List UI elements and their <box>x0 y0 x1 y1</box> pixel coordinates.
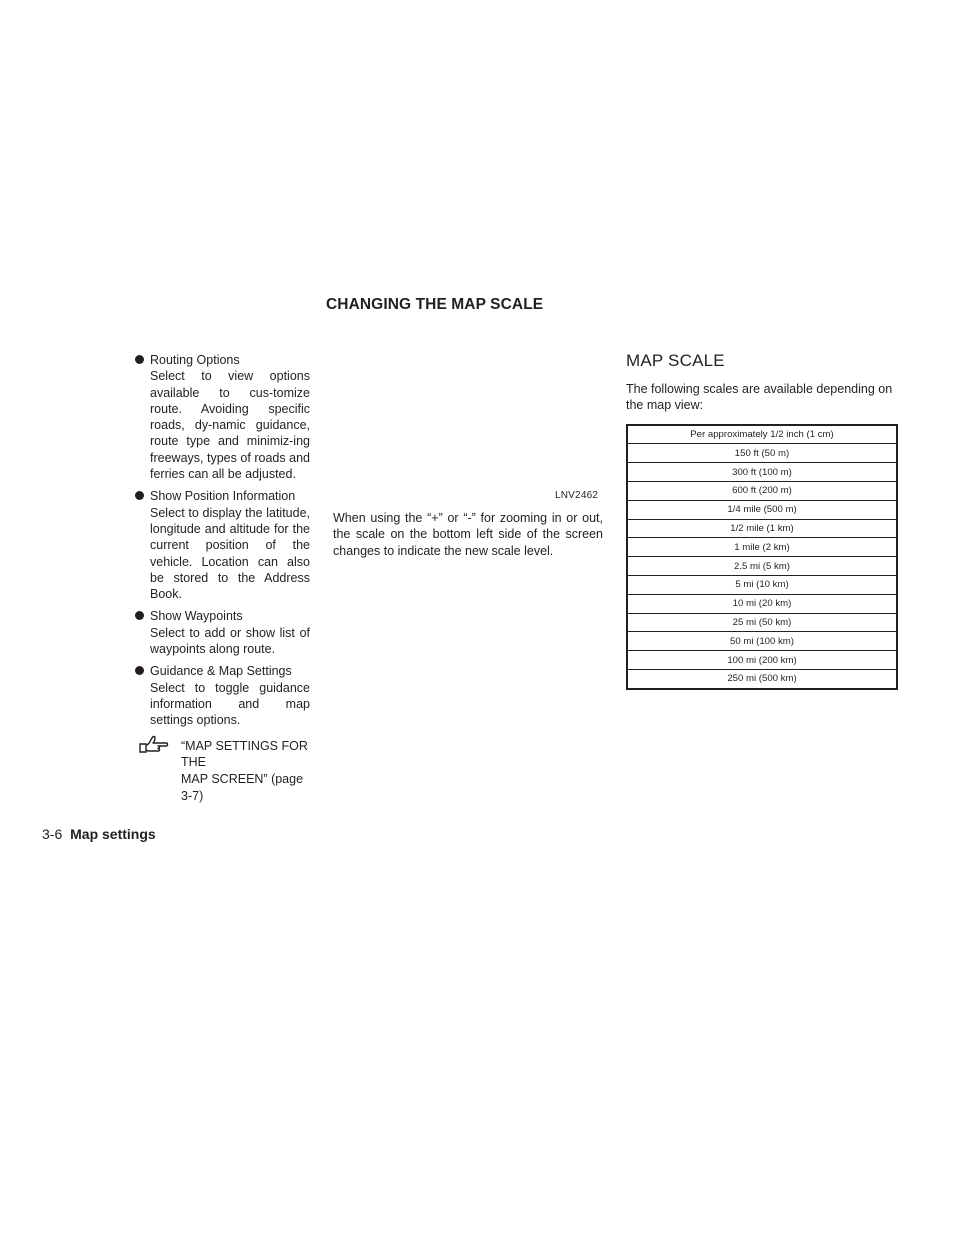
bullet-body: Select to toggle guidance information and map settings options. <box>150 680 310 728</box>
bullet-body: Select to add or show list of waypoints along route. <box>150 625 310 657</box>
bullet-icon <box>135 611 144 620</box>
right-column <box>626 351 898 690</box>
table-cell: 25 mi (50 km) <box>627 613 897 632</box>
table-cell: 1/4 mile (500 m) <box>627 500 897 519</box>
zoom-description: When using the “+” or “-” for zooming in or out, the scale on the bottom left side of the screen changes to indicate the new scale level. <box>333 511 603 558</box>
table-row <box>627 500 897 519</box>
pointing-hand-icon <box>138 732 170 754</box>
bullet-heading: Guidance & Map Settings <box>150 664 292 679</box>
bullet-body: Select to display the latitude, longitude and altitude for the current position of the vehicle. Location can also be stored to the Address Book. <box>150 505 310 602</box>
bullet-icon <box>135 666 144 675</box>
table-row <box>627 669 897 688</box>
table-cell: 1 mile (2 km) <box>627 538 897 557</box>
bullet-heading: Show Position Information <box>150 489 296 504</box>
bullet-heading: Routing Options <box>150 353 240 367</box>
bullet-heading: Show Waypoints <box>150 609 243 624</box>
table-cell: 600 ft (200 m) <box>627 481 897 500</box>
footer-section-name: Map settings <box>70 826 156 842</box>
section-title: CHANGING THE MAP SCALE <box>326 296 544 313</box>
reference-line-1: “MAP SETTINGS FOR THE <box>181 738 308 770</box>
table-header-row <box>627 425 897 444</box>
table-cell: 10 mi (20 km) <box>627 594 897 613</box>
table-row <box>627 613 897 632</box>
table-header-cell: Per approximately 1/2 inch (1 cm) <box>690 428 834 440</box>
table-cell: 300 ft (100 m) <box>627 463 897 482</box>
table-cell: 50 mi (100 km) <box>627 632 897 651</box>
bullet-item-show-position <box>130 488 310 602</box>
cross-reference[interactable] <box>130 738 310 805</box>
left-column <box>130 352 310 805</box>
reference-line-2: MAP SCREEN” (page 3-7) <box>181 772 304 803</box>
table-cell: 250 mi (500 km) <box>627 669 897 688</box>
table-cell: 5 mi (10 km) <box>627 575 897 594</box>
bullet-icon <box>135 491 144 500</box>
table-row <box>627 632 897 651</box>
bullet-body: Select to view options available to cus-tomize route. Avoiding specific roads, dy-namic guidance, route type and minimiz-ing freeways, types of roads and ferries can all be adjusted. <box>150 369 310 482</box>
table-row <box>627 538 897 557</box>
table-row <box>627 481 897 500</box>
page-number: 3-6 <box>42 826 63 842</box>
bullet-icon <box>135 355 144 364</box>
map-scale-title: MAP SCALE <box>626 351 725 370</box>
table-cell: 100 mi (200 km) <box>627 651 897 670</box>
table-row <box>627 444 897 463</box>
bullet-item-show-waypoints <box>130 608 310 657</box>
table-row <box>627 557 897 576</box>
table-cell: 150 ft (50 m) <box>627 444 897 463</box>
table-row <box>627 594 897 613</box>
table-row <box>627 463 897 482</box>
table-row <box>627 651 897 670</box>
table-row <box>627 519 897 538</box>
bullet-item-guidance-map-settings <box>130 663 310 728</box>
page-footer <box>42 826 156 842</box>
bullet-item-routing-options <box>130 352 310 482</box>
table-cell: 1/2 mile (1 km) <box>627 519 897 538</box>
table-row <box>627 575 897 594</box>
figure-label: LNV2462 <box>555 490 599 501</box>
map-scale-intro: The following scales are available depending on the map view: <box>626 382 893 413</box>
map-scale-table <box>626 424 898 690</box>
table-cell: 2.5 mi (5 km) <box>627 557 897 576</box>
